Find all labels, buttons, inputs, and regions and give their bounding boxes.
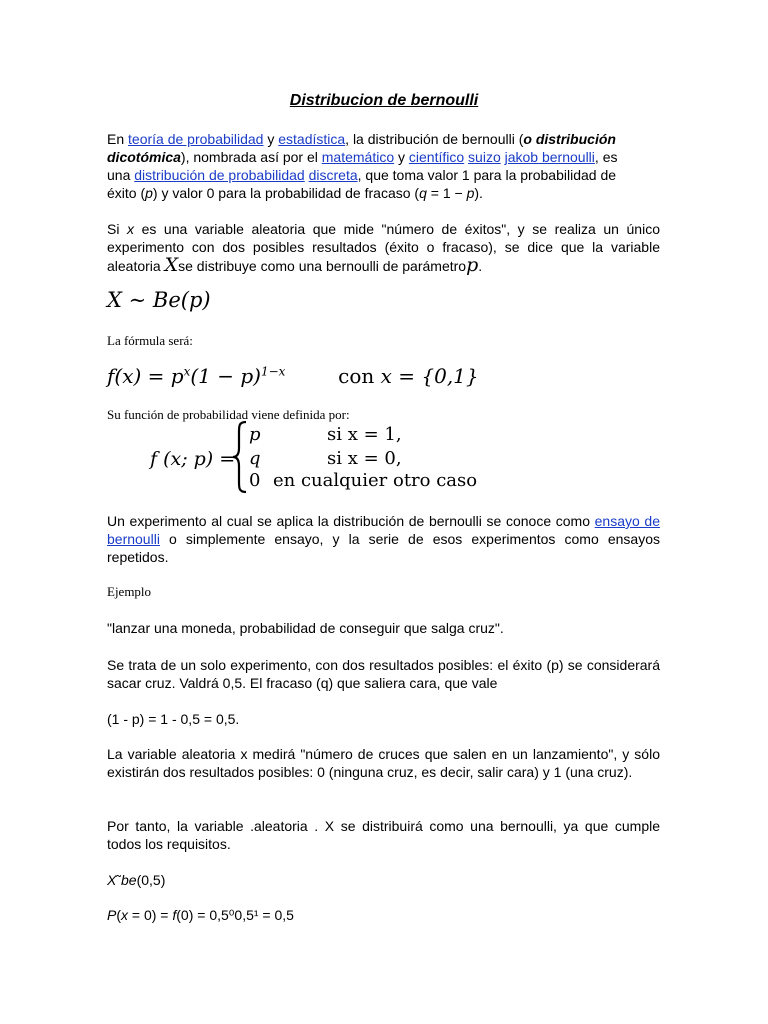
formula-condition: x = {0,1}	[380, 364, 479, 388]
var-x: x	[127, 221, 135, 237]
intro-line-4	[107, 184, 660, 202]
intro-text: y	[394, 149, 409, 165]
link-ensayo-bernoulli[interactable]: ensayo de bernoulli	[107, 513, 661, 547]
ensayo-paragraph	[107, 512, 660, 566]
bold-term: o distribución	[523, 131, 616, 147]
page-title: Distribucion de bernoulli	[289, 92, 479, 109]
example-quote: "lanzar una moneda, probabilidad de conseguir que salga cruz".	[107, 620, 504, 636]
ejemplo-label: Ejemplo	[107, 584, 152, 599]
label-formula: La fórmula será:	[107, 333, 193, 348]
var-X: X	[164, 254, 179, 276]
intro-text: éxito (	[107, 185, 146, 201]
link-discreta[interactable]: discreta	[308, 167, 358, 183]
intro-text: , es	[594, 149, 618, 165]
link-cientifico[interactable]: científico	[408, 149, 465, 165]
formula-con: con	[338, 364, 375, 388]
intro-paragraph	[107, 130, 660, 202]
para-text: Un experimento al cual se aplica la distribución de bernoulli se conoce como	[107, 513, 595, 529]
piecewise-val-2: q	[249, 448, 261, 469]
var-p: p	[145, 185, 153, 201]
intro-line-2	[107, 148, 660, 166]
formula-pmf	[107, 364, 479, 388]
intro-text: ) y valor 0 para la probabilidad de fracaso (	[152, 185, 420, 201]
piecewise-cond-3: en cualquier otro caso	[273, 470, 478, 491]
para-text: se distribuye como una bernoulli de parámetro	[178, 258, 467, 274]
conclusion-paragraph: Por tanto, la variable .aleatoria . X se distribuirá como una bernoulli, ya que cumple todos los requisitos.	[107, 818, 660, 852]
piecewise-cond-1: si x = 1,	[327, 424, 402, 445]
dist-params: (0,5)	[136, 872, 166, 888]
distribution-line	[107, 871, 165, 889]
formula-distribution: X ∼ Be(p)	[107, 288, 211, 312]
var-P: P	[107, 907, 117, 923]
intro-text: ).	[474, 185, 483, 201]
probability-line	[107, 906, 294, 924]
link-estadistica[interactable]: estadística	[278, 131, 346, 147]
piecewise-val-3: 0	[249, 470, 261, 491]
var-p: p	[466, 254, 479, 276]
link-jakob-bernoulli[interactable]: jakob bernoulli	[504, 149, 595, 165]
para-text: o simplemente ensayo, y la serie de esos experimentos como ensayos repetidos.	[107, 531, 660, 565]
formula-lhs: f(x) = p	[107, 364, 184, 388]
intro-line-3	[107, 166, 660, 184]
variable-paragraph: La variable aleatoria x medirá "número de cruces que salen en un lanzamiento", y sólo existirán dos resultados posibles: 0 (ninguna cruz, es decir, salir cara) y 1 (una cruz).	[107, 746, 660, 780]
piecewise-val-1: p	[249, 424, 261, 445]
var-q: q	[419, 185, 427, 201]
dist-be: be	[121, 872, 137, 888]
example-calc: (1 - p) = 1 - 0,5 = 0,5.	[107, 711, 240, 727]
prob-text: (0) = 0,5⁰0,5¹ = 0,5	[176, 907, 294, 923]
link-distribucion-probabilidad[interactable]: distribución de probabilidad	[134, 167, 305, 183]
tilde-symbol: ˜	[116, 872, 122, 888]
label-funcion: Su función de probabilidad viene definida por:	[107, 407, 350, 422]
left-brace-icon	[231, 420, 249, 494]
intro-text: , que toma valor 1 para la probabilidad de	[357, 167, 617, 183]
intro-text: = 1 −	[426, 185, 467, 201]
formula-mid: (1 − p)	[190, 364, 261, 388]
prob-text: = 0) =	[128, 907, 173, 923]
var-p: p	[466, 185, 475, 201]
bold-term: dicotómica	[107, 149, 181, 165]
intro-line-1	[107, 130, 660, 148]
var-X: X	[107, 872, 117, 888]
formula-exponent: x	[183, 364, 191, 379]
piecewise-cond-2: si x = 0,	[327, 448, 402, 469]
intro-text: una	[107, 167, 135, 183]
para-text: Si	[107, 221, 128, 237]
definition-paragraph	[107, 220, 660, 275]
para-text: es una variable aleatoria que mide "número de éxitos", y se realiza un único experimento con dos posibles resultados (éxito o fracaso), se dice que la variable aleatoria	[107, 221, 660, 274]
link-teoria-probabilidad[interactable]: teoría de probabilidad	[128, 131, 264, 147]
intro-text: En	[107, 131, 129, 147]
link-suizo[interactable]: suizo	[468, 149, 501, 165]
var-f: f	[172, 907, 177, 923]
example-explanation: Se trata de un solo experimento, con dos resultados posibles: el éxito (p) se considerará sacar cruz. Valdrá 0,5. El fracaso (q) que saliera cara, que vale	[107, 657, 660, 691]
piecewise-lhs: f (x; p) =	[150, 448, 236, 470]
var-x: x	[121, 907, 129, 923]
intro-text: , la distribución de bernoulli (	[345, 131, 524, 147]
intro-text: y	[263, 131, 279, 147]
prob-text: (	[116, 907, 122, 923]
link-matematico[interactable]: matemático	[321, 149, 395, 165]
para-text: .	[478, 258, 483, 274]
intro-text: ), nombrada así por el	[180, 149, 322, 165]
formula-exponent: 1−x	[260, 364, 286, 379]
